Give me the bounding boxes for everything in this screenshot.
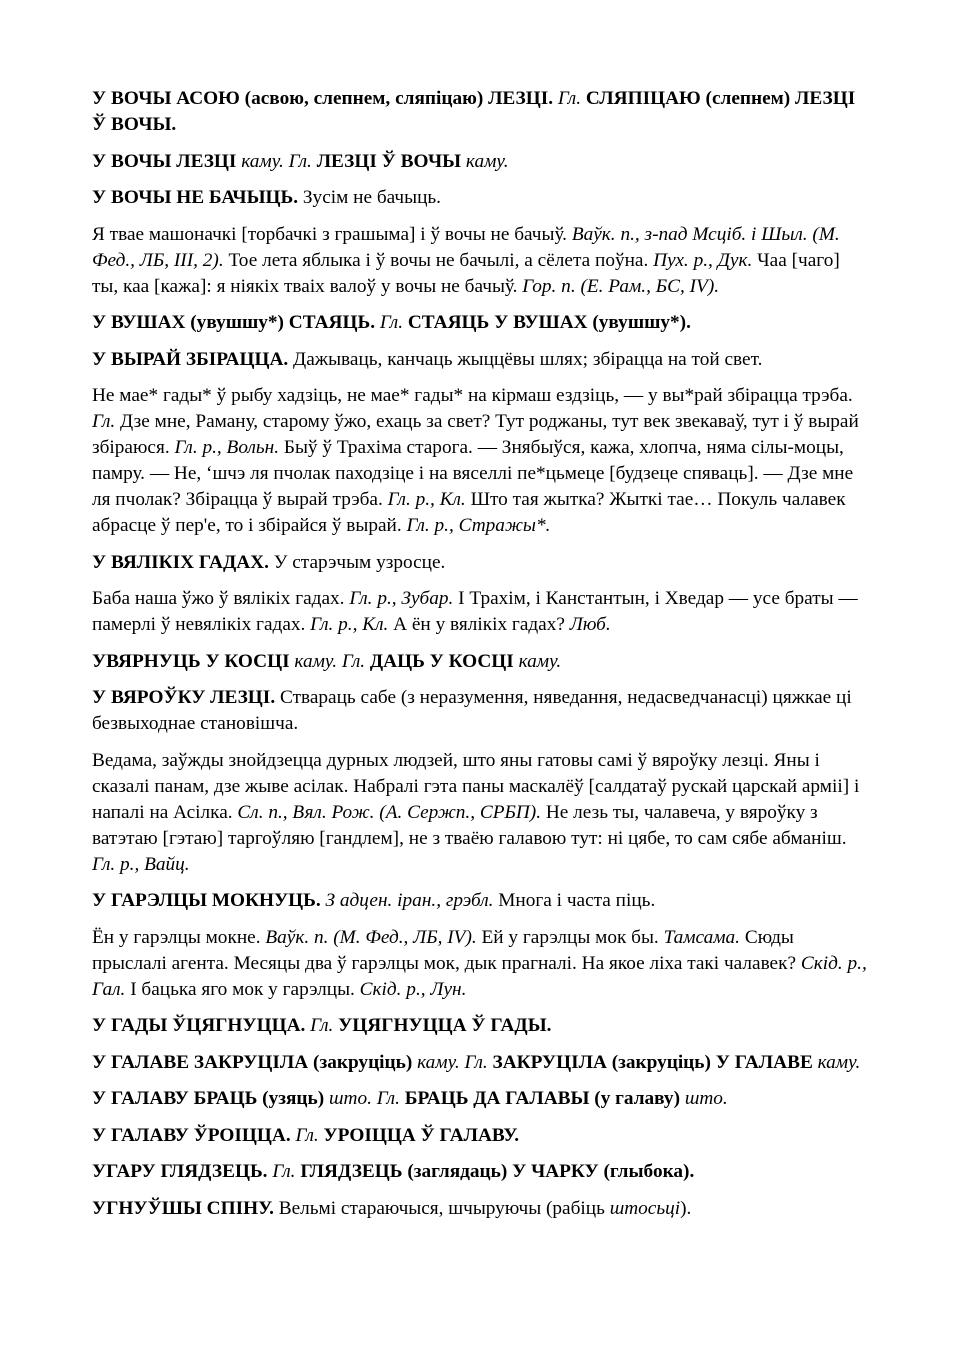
dictionary-entry: [92, 550, 870, 576]
text-run: Гл. р., Кл.: [387, 489, 471, 510]
text-run: У ВУШАХ (увушшу*) СТАЯЦЬ.: [92, 312, 380, 333]
text-run: У ВЯЛІКІХ ГАДАХ.: [92, 551, 274, 573]
dictionary-entry: [92, 1159, 870, 1185]
text-run: Сл. п., Вял. Рож. (А. Сержп., СРБП).: [237, 801, 546, 823]
text-run: У ВЯРОЎКУ ЛЕЗЦІ.: [92, 687, 280, 708]
text-run: І бацька яго мок у гарэлцы.: [130, 978, 360, 1000]
text-run: Гл.: [272, 1161, 301, 1182]
text-run: Скід. р., Лун.: [359, 978, 467, 1000]
text-run: каму. Гл.: [241, 150, 317, 172]
text-run: ).: [680, 1197, 692, 1219]
text-run: БРАЦЬ ДА ГАЛАВЫ (у галаву): [404, 1088, 685, 1109]
text-run: ГЛЯДЗЕЦЬ (заглядаць) У ЧАРКУ (глыбока).: [300, 1161, 695, 1182]
text-run: каму.: [817, 1051, 861, 1073]
text-run: УВЯРНУЦЬ У КОСЦІ: [92, 650, 295, 672]
text-run: У ВОЧЫ АСОЮ (асвою, слепнем, сляпіцаю) ЛЕЗЦІ.: [92, 88, 558, 109]
dictionary-entry: [92, 1123, 870, 1149]
dictionary-entry: [92, 86, 870, 138]
text-run: У старэчым узросце.: [273, 551, 446, 573]
dictionary-entry: [92, 1196, 870, 1222]
text-run: Быў ў Трахіма старога. — Знябыўся, кажа, хлопча, няма сілы-моцы, памру. — Не, ‘шчэ ля пчолак паходзіце і на вяселлі пе*цьмеце [будзеце спяваць]. — Дзе мне ля пчолак? Збірацца ў вырай трэба.: [92, 437, 854, 510]
text-run: Гл. р., Стражы*.: [406, 515, 551, 536]
dictionary-entry: [92, 185, 870, 211]
text-run: СТАЯЦЬ У ВУШАХ (увушшу*).: [407, 312, 691, 333]
quotation-paragraph: [92, 748, 870, 878]
text-run: Сюды прыслалі агента. Месяцы два ў гарэлцы мок, дык прагналі. На якое ліха такі чалавек?: [92, 926, 801, 974]
text-run: Дажываць, канчаць жыццёвы шлях; збірацца на той свет.: [293, 348, 763, 370]
text-run: Дзе мне, Раману, старому ўжо, ехаць за свет? Тут роджаны, тут век звекаваў, тут і ў вырай збіраюся.: [92, 411, 859, 458]
text-run: Гл. р., Кл.: [310, 614, 394, 635]
text-run: Многа і часта піць.: [498, 890, 656, 911]
text-run: што. Гл.: [328, 1088, 405, 1109]
text-run: УЦЯГНУЦЦА Ў ГАДЫ.: [338, 1015, 552, 1036]
text-run: каму. Гл.: [294, 650, 370, 672]
text-run: УГНУЎШЫ СПІНУ.: [92, 1197, 279, 1219]
text-run: У ГАРЭЛЦЫ МОКНУЦЬ.: [92, 890, 326, 911]
text-run: каму.: [518, 650, 562, 672]
quotation-paragraph: [92, 586, 870, 638]
text-run: У ГАДЫ ЎЦЯГНУЦЦА.: [92, 1015, 311, 1036]
text-run: ДАЦЬ У КОСЦІ: [369, 650, 519, 672]
text-run: што.: [684, 1088, 728, 1109]
text-run: Гл.: [310, 1015, 339, 1036]
text-run: Гл.: [295, 1124, 324, 1146]
text-run: штосьці: [609, 1197, 681, 1219]
text-run: каму.: [465, 150, 509, 172]
text-run: Не мае* гады* ў рыбу хадзіць, не мае* гады* на кірмаш ездзіць, — у вы*рай збірацца трэба.: [92, 385, 853, 406]
dictionary-entry: [92, 649, 870, 675]
text-run: Я твае машоначкі [торбачкі з грашыма] і ў вочы не бачыў.: [92, 223, 572, 245]
quotation-paragraph: [92, 925, 870, 1003]
text-run: Гл. р., Вольн.: [174, 437, 284, 458]
text-run: Гл. р., Зубар.: [349, 588, 459, 609]
text-run: Гл. р., Вайц.: [92, 853, 190, 875]
text-run: У ВОЧЫ ЛЕЗЦІ: [92, 150, 242, 172]
text-run: СЛЯПІЦАЮ (слепнем) ЛЕЗЦІ Ў ВОЧЫ.: [92, 88, 856, 135]
dictionary-entry: [92, 888, 870, 914]
text-run: ЗАКРУЦІЛА (закруціць) У ГАЛАВЕ: [492, 1051, 818, 1073]
dictionary-entry: [92, 310, 870, 336]
text-run: ЛЕЗЦІ Ў ВОЧЫ: [316, 150, 466, 172]
text-run: Ён у гарэлцы мокне.: [92, 926, 266, 948]
dictionary-entry: [92, 149, 870, 175]
text-run: У ГАЛАВУ ЎРОІЦЦА.: [92, 1124, 296, 1146]
quotation-paragraph: [92, 383, 870, 539]
text-run: Гл.: [92, 411, 120, 432]
text-run: З адцен. іран., грэбл.: [325, 890, 499, 911]
document-body: [92, 86, 870, 1222]
text-run: Што тая жытка? Жыткі тае… Покуль чалавек абрасце ў пер'е, то і збірайся ў вырай.: [92, 489, 846, 536]
text-run: Чаа [чаго] ты, каа [кажа]: я ніякіх тваіх валоў у вочы не бачыў.: [92, 249, 840, 297]
text-run: УГАРУ ГЛЯДЗЕЦЬ.: [92, 1161, 273, 1182]
text-run: Ствараць сабе (з неразумення, няведання, недасведчанасці) цяжкае ці безвыходнае становішча.: [92, 687, 852, 734]
text-run: У ВЫРАЙ ЗБІРАЦЦА.: [92, 348, 294, 370]
text-run: Тое лета яблыка і ў вочы не бачылі, а сёлета поўна.: [228, 249, 654, 271]
text-run: І Трахім, і Канстантын, і Хведар — усе браты — памерлі ў невялікіх гадах.: [92, 588, 858, 635]
text-run: У ГАЛАВУ БРАЦЬ (узяць): [92, 1088, 329, 1109]
text-run: Гл.: [379, 312, 408, 333]
text-run: Скід. р., Гал.: [92, 952, 867, 1000]
text-run: Ведама, заўжды знойдзецца дурных людзей, што яны гатовы самі ў вяроўку лезці. Яны і сказалі панам, дзе жыве асілак. Набралі гэта паны маскалёў [салдатаў рускай царскай арміі] і напалі на Асілка.: [92, 749, 860, 823]
text-run: каму. Гл.: [417, 1051, 493, 1073]
text-run: Ваўк. п. (М. Фед., ЛБ, IV).: [265, 926, 482, 948]
text-run: Ваўк. п., з-пад Мсціб. і Шыл. (М. Фед., ЛБ, III, 2).: [92, 223, 840, 271]
text-run: УРОІЦЦА Ў ГАЛАВУ.: [323, 1124, 520, 1146]
text-run: У ВОЧЫ НЕ БАЧЫЦЬ.: [92, 187, 303, 208]
text-run: Тамсама.: [663, 926, 745, 948]
text-run: Гл.: [557, 88, 586, 109]
dictionary-entry: [92, 685, 870, 737]
text-run: Не лезь ты, чалавеча, у вяроўку з ватэтаю [гэтаю] таргоўляю [гандлем], не з тваёю галавою тут: ні цябе, то сам сябе абманіш.: [92, 801, 847, 849]
quotation-paragraph: [92, 222, 870, 300]
dictionary-entry: [92, 1086, 870, 1112]
text-run: Ей у гарэлцы мок бы.: [481, 926, 664, 948]
text-run: А ён у вялікіх гадах?: [393, 614, 570, 635]
dictionary-entry: [92, 1013, 870, 1039]
text-run: Вельмі стараючыся, шчыруючы (рабіць: [278, 1197, 610, 1219]
text-run: Люб.: [569, 614, 611, 635]
text-run: Зусім не бачыць.: [302, 187, 442, 208]
text-run: Пух. р., Дук.: [653, 249, 758, 271]
text-run: Баба наша ўжо ў вялікіх гадах.: [92, 588, 350, 609]
text-run: У ГАЛАВЕ ЗАКРУЦІЛА (закруціць): [92, 1051, 418, 1073]
dictionary-entry: [92, 347, 870, 373]
dictionary-entry: [92, 1050, 870, 1076]
text-run: Гор. п. (Е. Рам., БС, IV).: [522, 275, 720, 297]
